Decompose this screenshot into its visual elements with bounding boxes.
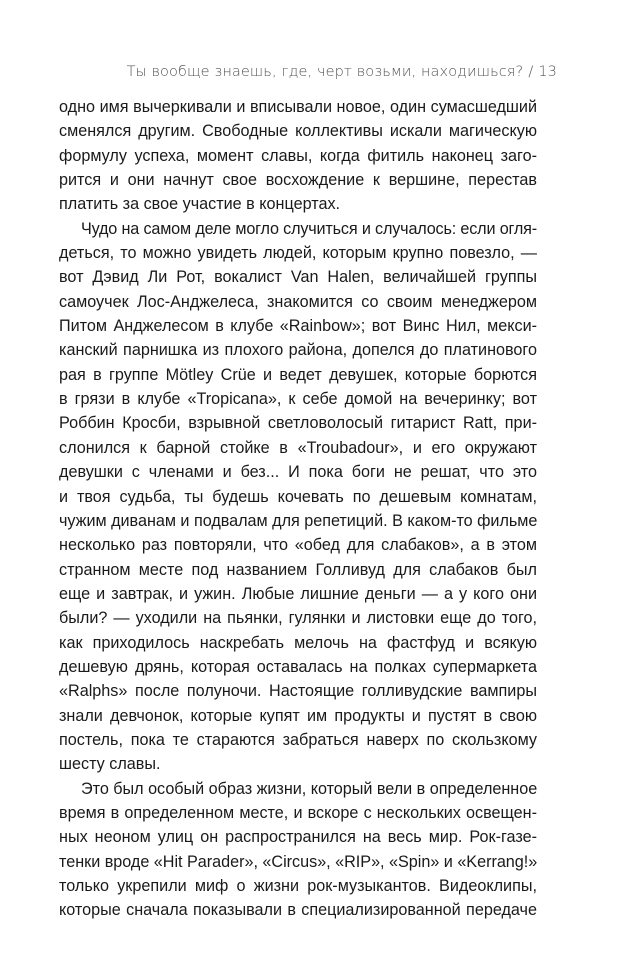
text-line: чужим диванам и подвалам для репетиций. В каком-то фильме bbox=[59, 511, 538, 530]
text-line: странном месте под названием Голливуд для слабаков был bbox=[59, 560, 537, 579]
text-line: которые сначала показывали в специализированной передаче bbox=[59, 901, 537, 920]
running-header bbox=[127, 64, 557, 80]
text-line: сменялся другим. Свободные коллективы искали магическую bbox=[59, 122, 537, 141]
text-line: самоучек Лос-Анджелеса, знакомится со своим менеджером bbox=[59, 292, 537, 311]
text-line: Это был особый образ жизни, который вели в определенное bbox=[81, 779, 538, 798]
text-line: ных неоном улиц он распространился на весь мир. Рок-газе- bbox=[59, 828, 537, 847]
text-line: еще и завтрак, и ужин. Любые лишние деньги — а у кого они bbox=[59, 584, 537, 603]
text-line: Чудо на самом деле могло случиться и случалось: если огля- bbox=[81, 219, 537, 238]
paragraph bbox=[59, 95, 537, 217]
text-line: рая в группе Mötley Crüe и ведет девушек, которые борются bbox=[59, 365, 537, 384]
text-line: были? — уходили на пьянки, гулянки и листовки еще до того, bbox=[59, 609, 537, 628]
text-line: время в определенном месте, и вскоре с нескольких освещен- bbox=[59, 803, 537, 822]
text-line: рится и они начнут свое восхождение к вершине, перестав bbox=[59, 171, 537, 190]
text-line: только укрепили миф о жизни рок-музыкантов. Видеоклипы, bbox=[59, 877, 537, 895]
text-line: канский парнишка из плохого района, допелся до платинового bbox=[59, 341, 537, 360]
text-line: Питом Анджелесом в клубе «Rainbow»; вот Винс Нил, мекси- bbox=[59, 317, 537, 336]
text-line: одно имя вычеркивали и вписывали новое, один сумасшедший bbox=[59, 98, 537, 116]
text-line: вот Дэвид Ли Рот, вокалист Van Halen, величайшей группы bbox=[59, 268, 537, 287]
text-line: знали девчонок, которые купят им продукты и пустят в свою bbox=[59, 706, 537, 725]
header-separator: / bbox=[528, 64, 534, 80]
text-line: шесту славы. bbox=[59, 755, 161, 774]
paragraph bbox=[59, 777, 537, 923]
text-line: «Ralphs» после полуночи. Настоящие голливудские вампиры bbox=[59, 682, 537, 701]
page-number: 13 bbox=[538, 64, 557, 80]
text-line: деться, то можно увидеть людей, которым крупно повезло, — bbox=[59, 244, 537, 263]
chapter-title: Ты вообще знаешь, где, черт возьми, находишься? bbox=[126, 64, 524, 80]
text-line: слонился к барной стойке в «Troubadour», и его окружают bbox=[59, 438, 537, 457]
text-line: формулу успеха, момент славы, когда фитиль наконец заго- bbox=[59, 146, 537, 165]
text-line: в грязи в клубе «Tropicana», к себе домой на вечеринку; вот bbox=[59, 390, 537, 409]
text-line: несколько раз повторяли, что «обед для слабаков», а в этом bbox=[59, 536, 537, 555]
text-line: тенки вроде «Hit Parader», «Circus», «RIP», «Spin» и «Kerrang!» bbox=[59, 852, 538, 871]
text-line: как приходилось наскребать мелочь на фастфуд и всякую bbox=[59, 633, 537, 652]
text-line: постель, пока те стараются забраться наверх по скользкому bbox=[59, 730, 537, 749]
text-line: Роббин Кросби, взрывной светловолосый гитарист Ratt, при- bbox=[59, 414, 537, 433]
text-line: девушки с членами и без... И пока боги не решат, что это bbox=[59, 463, 537, 482]
text-line: платить за свое участие в концертах. bbox=[59, 195, 341, 214]
paragraph bbox=[59, 217, 537, 777]
text-line: и твоя судьба, ты будешь кочевать по дешевым комнатам, bbox=[59, 487, 537, 506]
text-line: дешевую дрянь, которая оставалась на полках супермаркета bbox=[59, 657, 537, 676]
body-text bbox=[59, 95, 537, 923]
